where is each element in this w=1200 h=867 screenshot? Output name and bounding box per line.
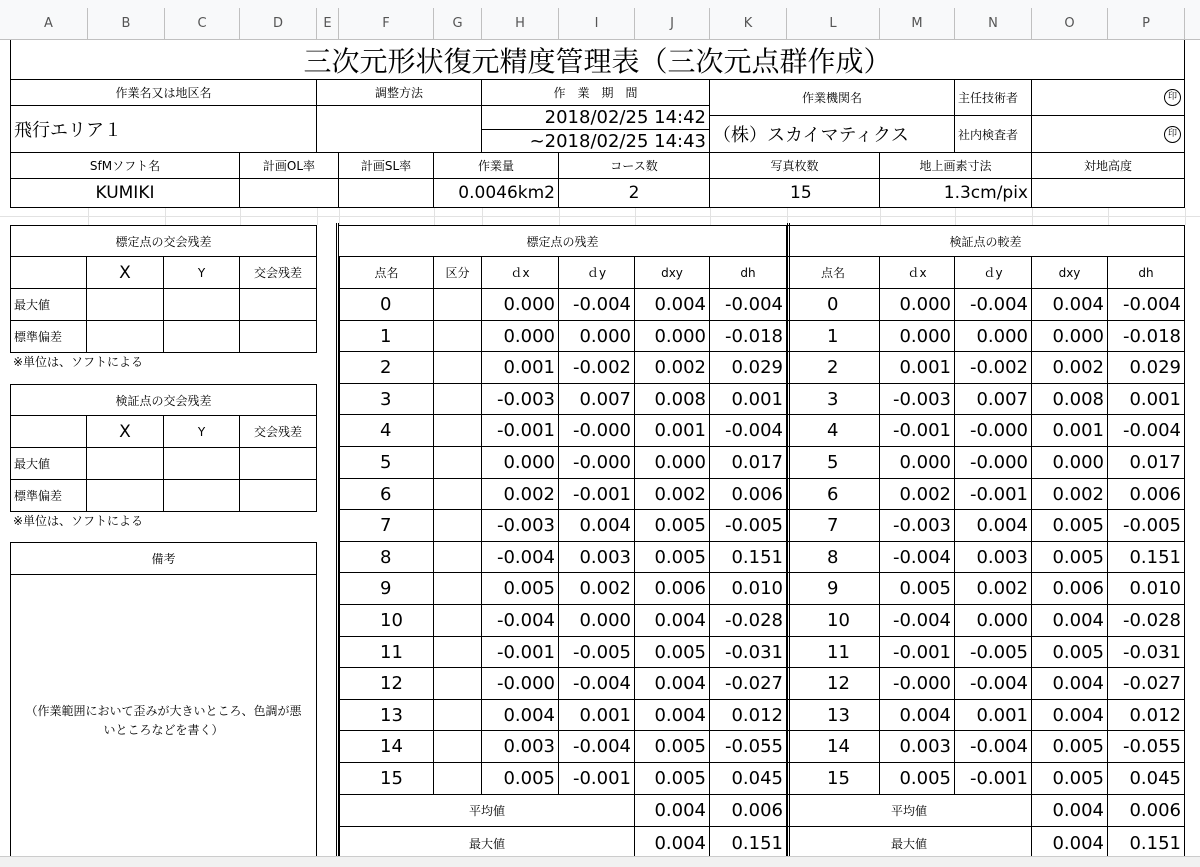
area-name-value[interactable]: 飛行エリア１ <box>10 106 317 153</box>
check-point-name[interactable]: 7 <box>787 510 880 542</box>
check-point-name[interactable]: 11 <box>787 637 880 668</box>
inspector-label[interactable]: 社内検査者 <box>955 116 1032 153</box>
check-header-2[interactable]: ｄy <box>955 257 1032 289</box>
check-value[interactable]: 0.006 <box>1032 573 1108 605</box>
gcp-value[interactable]: 0.017 <box>710 447 787 479</box>
check-value[interactable]: 0.001 <box>1108 384 1185 415</box>
sfm-software-value[interactable]: KUMIKI <box>10 179 240 208</box>
check-point-name[interactable]: 4 <box>787 415 880 447</box>
spreadsheet-grid <box>0 40 1200 866</box>
check-value[interactable]: 0.000 <box>955 605 1032 637</box>
check-value[interactable]: 0.002 <box>880 479 955 510</box>
gcp-value[interactable]: -0.000 <box>559 447 635 479</box>
column-header-6[interactable]: G <box>434 8 482 39</box>
gcp-point-name[interactable]: 12 <box>339 668 434 700</box>
check-value[interactable]: 0.001 <box>955 700 1032 731</box>
gcp-value[interactable]: -0.018 <box>710 321 787 352</box>
check-value[interactable]: -0.005 <box>1108 510 1185 542</box>
check-max-x[interactable] <box>87 448 164 480</box>
remarks-title[interactable]: 備考 <box>10 542 317 575</box>
check-value[interactable]: -0.000 <box>955 447 1032 479</box>
check-point-name[interactable]: 2 <box>787 352 880 384</box>
check-value[interactable]: -0.001 <box>880 415 955 447</box>
gcp-value[interactable]: -0.004 <box>482 542 559 573</box>
gcp-max-dxy[interactable]: 0.004 <box>635 827 710 859</box>
gcp-value[interactable]: 0.000 <box>559 321 635 352</box>
gcp-value[interactable]: 0.006 <box>710 479 787 510</box>
check-value[interactable]: -0.004 <box>955 731 1032 763</box>
check-max-y[interactable] <box>164 448 240 480</box>
gcp-value[interactable]: -0.002 <box>559 352 635 384</box>
gcp-category[interactable] <box>434 668 482 700</box>
gcp-point-name[interactable]: 6 <box>339 479 434 510</box>
column-header-1[interactable]: B <box>88 8 165 39</box>
check-value[interactable]: -0.004 <box>1108 289 1185 321</box>
gcp-value[interactable]: -0.028 <box>710 605 787 637</box>
altitude-label[interactable]: 対地高度 <box>1032 153 1185 179</box>
gcp-point-name[interactable]: 4 <box>339 415 434 447</box>
gcp-value[interactable]: 0.005 <box>635 731 710 763</box>
check-value[interactable]: -0.000 <box>880 668 955 700</box>
check-header-4[interactable]: dh <box>1108 257 1185 289</box>
gcp-value[interactable]: 0.001 <box>559 700 635 731</box>
check-std-label[interactable]: 標準偏差 <box>10 480 87 512</box>
gcp-value[interactable]: 0.004 <box>635 289 710 321</box>
gcp-point-name[interactable]: 9 <box>339 573 434 605</box>
gcp-value[interactable]: -0.001 <box>482 637 559 668</box>
chief-engineer-seal[interactable] <box>1032 80 1185 116</box>
gcp-value[interactable]: -0.001 <box>559 479 635 510</box>
check-blank-header[interactable] <box>10 416 87 448</box>
check-value[interactable]: 0.029 <box>1108 352 1185 384</box>
gcp-value[interactable]: 0.000 <box>482 447 559 479</box>
gcp-value[interactable]: 0.004 <box>559 510 635 542</box>
column-header-12[interactable]: M <box>880 8 955 39</box>
planned-sl-value[interactable] <box>339 179 434 208</box>
check-value[interactable]: -0.055 <box>1108 731 1185 763</box>
check-point-name[interactable]: 1 <box>787 321 880 352</box>
column-header-10[interactable]: K <box>710 8 787 39</box>
gcp-y-header[interactable]: Y <box>164 257 240 289</box>
gcp-value[interactable]: 0.005 <box>482 763 559 795</box>
gcp-value[interactable]: 0.002 <box>635 479 710 510</box>
gcp-intersection-title[interactable]: 標定点の交会残差 <box>10 225 317 257</box>
column-header-0[interactable]: A <box>10 8 88 39</box>
gcp-blank-header[interactable] <box>10 257 87 289</box>
gcp-std-label[interactable]: 標準偏差 <box>10 321 87 353</box>
gcp-value[interactable]: 0.000 <box>482 289 559 321</box>
check-value[interactable]: 0.005 <box>880 763 955 795</box>
check-value[interactable]: 0.045 <box>1108 763 1185 795</box>
gcp-header-2[interactable]: ｄx <box>482 257 559 289</box>
sheet-title[interactable]: 三次元形状復元精度管理表（三次元点群作成） <box>10 40 1185 80</box>
gcp-value[interactable]: 0.000 <box>635 447 710 479</box>
gcp-value[interactable]: -0.000 <box>559 415 635 447</box>
gcp-value[interactable]: 0.005 <box>482 573 559 605</box>
planned-ol-label[interactable]: 計画OL率 <box>240 153 339 179</box>
check-std-x[interactable] <box>87 480 164 512</box>
gcp-header-4[interactable]: dxy <box>635 257 710 289</box>
gcp-value[interactable]: -0.031 <box>710 637 787 668</box>
gcp-value[interactable]: 0.151 <box>710 542 787 573</box>
gcp-value[interactable]: -0.003 <box>482 510 559 542</box>
gcp-category[interactable] <box>434 289 482 321</box>
check-value[interactable]: 0.002 <box>1032 352 1108 384</box>
gcp-average-label[interactable]: 平均値 <box>339 795 635 827</box>
gcp-point-name[interactable]: 14 <box>339 731 434 763</box>
check-value[interactable]: -0.003 <box>880 384 955 415</box>
gcp-max-dh[interactable]: 0.151 <box>710 827 787 859</box>
gcp-value[interactable]: 0.003 <box>482 731 559 763</box>
sfm-software-label[interactable]: SfMソフト名 <box>10 153 240 179</box>
gcp-value[interactable]: 0.002 <box>482 479 559 510</box>
check-average-dh[interactable]: 0.006 <box>1108 795 1185 827</box>
gcp-value[interactable]: -0.004 <box>710 289 787 321</box>
gcp-category[interactable] <box>434 763 482 795</box>
column-header-3[interactable]: D <box>240 8 317 39</box>
gcp-value[interactable]: 0.045 <box>710 763 787 795</box>
check-value[interactable]: 0.012 <box>1108 700 1185 731</box>
check-value[interactable]: 0.006 <box>1108 479 1185 510</box>
gcp-average-dh[interactable]: 0.006 <box>710 795 787 827</box>
gcp-category[interactable] <box>434 384 482 415</box>
gcp-header-5[interactable]: dh <box>710 257 787 289</box>
planned-ol-value[interactable] <box>240 179 339 208</box>
gcp-value[interactable]: 0.007 <box>559 384 635 415</box>
gcp-category[interactable] <box>434 415 482 447</box>
gcp-value[interactable]: 0.004 <box>635 668 710 700</box>
gcp-value[interactable]: 0.004 <box>635 700 710 731</box>
check-value[interactable]: -0.004 <box>955 668 1032 700</box>
horizontal-scrollbar[interactable] <box>0 856 1200 867</box>
check-max-res[interactable] <box>240 448 317 480</box>
check-unit-note[interactable]: ※単位は、ソフトによる <box>13 513 144 528</box>
gcp-point-name[interactable]: 8 <box>339 542 434 573</box>
gcp-category[interactable] <box>434 605 482 637</box>
check-value[interactable]: 0.005 <box>1032 510 1108 542</box>
gcp-value[interactable]: 0.004 <box>635 605 710 637</box>
check-average-label[interactable]: 平均値 <box>787 795 1032 827</box>
check-point-name[interactable]: 9 <box>787 573 880 605</box>
work-amount-value[interactable]: 0.0046km2 <box>434 179 559 208</box>
check-value[interactable]: 0.004 <box>1032 289 1108 321</box>
check-value[interactable]: 0.000 <box>880 289 955 321</box>
photo-count-value[interactable]: 15 <box>710 179 880 208</box>
gcp-value[interactable]: 0.004 <box>482 700 559 731</box>
column-header-bar <box>0 8 1200 40</box>
gcp-max-y[interactable] <box>164 289 240 321</box>
gcp-value[interactable]: -0.004 <box>559 668 635 700</box>
check-max-dxy[interactable]: 0.004 <box>1032 827 1108 859</box>
check-value[interactable]: 0.000 <box>1032 321 1108 352</box>
gcp-header-3[interactable]: ｄy <box>559 257 635 289</box>
gcp-unit-note[interactable]: ※単位は、ソフトによる <box>13 354 144 369</box>
gcp-max-x[interactable] <box>87 289 164 321</box>
check-value[interactable]: 0.002 <box>1032 479 1108 510</box>
gcp-point-name[interactable]: 10 <box>339 605 434 637</box>
gcp-value[interactable]: -0.001 <box>559 763 635 795</box>
check-std-y[interactable] <box>164 480 240 512</box>
check-point-name[interactable]: 5 <box>787 447 880 479</box>
gcp-max-label[interactable]: 最大値 <box>339 827 635 859</box>
course-count-value[interactable]: 2 <box>559 179 710 208</box>
gcp-value[interactable]: 0.008 <box>635 384 710 415</box>
gcp-value[interactable]: 0.000 <box>559 605 635 637</box>
gcp-value[interactable]: 0.003 <box>559 542 635 573</box>
gcp-value[interactable]: 0.000 <box>482 321 559 352</box>
column-header-14[interactable]: O <box>1032 8 1108 39</box>
gcp-value[interactable]: 0.005 <box>635 542 710 573</box>
check-value[interactable]: 0.008 <box>1032 384 1108 415</box>
gcp-category[interactable] <box>434 637 482 668</box>
gcp-value[interactable]: -0.001 <box>482 415 559 447</box>
course-count-label[interactable]: コース数 <box>559 153 710 179</box>
gcp-value[interactable]: 0.006 <box>635 573 710 605</box>
check-point-name[interactable]: 13 <box>787 700 880 731</box>
adjust-method-value[interactable] <box>317 106 482 153</box>
gcp-value[interactable]: -0.004 <box>559 731 635 763</box>
seal-icon: 印 <box>1164 126 1181 143</box>
check-value[interactable]: -0.028 <box>1108 605 1185 637</box>
area-name-label[interactable]: 作業名又は地区名 <box>10 80 317 106</box>
check-value[interactable]: 0.003 <box>880 731 955 763</box>
gcp-point-name[interactable]: 5 <box>339 447 434 479</box>
check-header-3[interactable]: dxy <box>1032 257 1108 289</box>
check-value[interactable]: 0.004 <box>1032 668 1108 700</box>
seal-icon: 印 <box>1164 89 1181 106</box>
check-point-name[interactable]: 10 <box>787 605 880 637</box>
gridline <box>0 216 1200 217</box>
gcp-category[interactable] <box>434 573 482 605</box>
gsd-label[interactable]: 地上画素寸法 <box>880 153 1032 179</box>
period-start[interactable]: 2018/02/25 14:42 <box>482 106 710 130</box>
check-y-header[interactable]: Y <box>164 416 240 448</box>
column-header-7[interactable]: H <box>482 8 559 39</box>
gcp-value[interactable]: 0.001 <box>710 384 787 415</box>
check-value[interactable]: 0.005 <box>880 573 955 605</box>
gcp-value[interactable]: -0.004 <box>559 289 635 321</box>
period-label[interactable]: 作 業 期 間 <box>482 80 710 106</box>
gcp-category[interactable] <box>434 700 482 731</box>
gcp-header-0[interactable]: 点名 <box>339 257 434 289</box>
gcp-value[interactable]: -0.027 <box>710 668 787 700</box>
check-point-name[interactable]: 6 <box>787 479 880 510</box>
check-value[interactable]: -0.031 <box>1108 637 1185 668</box>
check-intersection-title[interactable]: 検証点の交会残差 <box>10 384 317 416</box>
check-point-name[interactable]: 15 <box>787 763 880 795</box>
check-value[interactable]: 0.004 <box>1032 605 1108 637</box>
check-average-dxy[interactable]: 0.004 <box>1032 795 1108 827</box>
gcp-point-name[interactable]: 13 <box>339 700 434 731</box>
check-value[interactable]: -0.003 <box>880 510 955 542</box>
check-value[interactable]: 0.151 <box>1108 542 1185 573</box>
column-header-5[interactable]: F <box>339 8 434 39</box>
gcp-point-name[interactable]: 2 <box>339 352 434 384</box>
check-point-name[interactable]: 14 <box>787 731 880 763</box>
gcp-max-label[interactable]: 最大値 <box>10 289 87 321</box>
check-value[interactable]: -0.004 <box>880 542 955 573</box>
column-header-2[interactable]: C <box>165 8 240 39</box>
gcp-value[interactable]: 0.002 <box>635 352 710 384</box>
gcp-value[interactable]: -0.004 <box>482 605 559 637</box>
work-amount-label[interactable]: 作業量 <box>434 153 559 179</box>
gcp-x-header[interactable]: X <box>87 257 164 289</box>
adjust-method-label[interactable]: 調整方法 <box>317 80 482 106</box>
planned-sl-label[interactable]: 計画SL率 <box>339 153 434 179</box>
gcp-category[interactable] <box>434 447 482 479</box>
check-value[interactable]: -0.001 <box>955 479 1032 510</box>
check-point-name[interactable]: 12 <box>787 668 880 700</box>
gcp-value[interactable]: -0.004 <box>710 415 787 447</box>
gcp-value[interactable]: 0.012 <box>710 700 787 731</box>
check-point-name[interactable]: 3 <box>787 384 880 415</box>
check-value[interactable]: 0.000 <box>1032 447 1108 479</box>
check-header-0[interactable]: 点名 <box>787 257 880 289</box>
column-header-13[interactable]: N <box>955 8 1032 39</box>
gcp-category[interactable] <box>434 510 482 542</box>
check-value[interactable]: 0.005 <box>1032 542 1108 573</box>
gcp-residual-title[interactable]: 標定点の残差 <box>339 225 787 257</box>
check-value[interactable]: -0.005 <box>955 637 1032 668</box>
check-max-label[interactable]: 最大値 <box>787 827 1032 859</box>
gcp-value[interactable]: 0.005 <box>635 763 710 795</box>
gcp-point-name[interactable]: 7 <box>339 510 434 542</box>
gcp-max-res[interactable] <box>240 289 317 321</box>
altitude-value[interactable] <box>1032 179 1185 208</box>
check-value[interactable]: 0.003 <box>955 542 1032 573</box>
gcp-point-name[interactable]: 0 <box>339 289 434 321</box>
check-value[interactable]: -0.004 <box>1108 415 1185 447</box>
photo-count-label[interactable]: 写真枚数 <box>710 153 880 179</box>
check-value[interactable]: 0.017 <box>1108 447 1185 479</box>
chief-engineer-label[interactable]: 主任技術者 <box>955 80 1032 116</box>
gcp-category[interactable] <box>434 321 482 352</box>
column-header-15[interactable]: P <box>1108 8 1185 39</box>
column-header-11[interactable]: L <box>787 8 880 39</box>
check-value[interactable]: 0.004 <box>955 510 1032 542</box>
remarks-text[interactable]: （作業範囲において歪みが大きいところ、色調が悪いところなどを書く） <box>10 575 317 866</box>
gcp-value[interactable]: -0.005 <box>710 510 787 542</box>
check-value[interactable]: -0.004 <box>955 289 1032 321</box>
gcp-value[interactable]: 0.005 <box>635 637 710 668</box>
check-value[interactable]: 0.010 <box>1108 573 1185 605</box>
column-header-9[interactable]: J <box>635 8 710 39</box>
column-header-4[interactable]: E <box>317 8 339 39</box>
gcp-point-name[interactable]: 1 <box>339 321 434 352</box>
check-value[interactable]: 0.005 <box>1032 763 1108 795</box>
gcp-std-y[interactable] <box>164 321 240 353</box>
gcp-value[interactable]: 0.001 <box>635 415 710 447</box>
check-value[interactable]: -0.004 <box>880 605 955 637</box>
check-value[interactable]: 0.000 <box>955 321 1032 352</box>
check-point-name[interactable]: 0 <box>787 289 880 321</box>
check-header-1[interactable]: ｄx <box>880 257 955 289</box>
inspector-seal[interactable] <box>1032 116 1185 153</box>
gcp-category[interactable] <box>434 352 482 384</box>
check-residual-title[interactable]: 検証点の較差 <box>787 225 1185 257</box>
gcp-value[interactable]: -0.000 <box>482 668 559 700</box>
check-value[interactable]: 0.002 <box>955 573 1032 605</box>
gcp-std-res[interactable] <box>240 321 317 353</box>
check-value[interactable]: -0.018 <box>1108 321 1185 352</box>
gcp-header-1[interactable]: 区分 <box>434 257 482 289</box>
gsd-value[interactable]: 1.3cm/pix <box>880 179 1032 208</box>
gcp-value[interactable]: -0.055 <box>710 731 787 763</box>
check-value[interactable]: -0.027 <box>1108 668 1185 700</box>
gcp-average-dxy[interactable]: 0.004 <box>635 795 710 827</box>
gcp-value[interactable]: 0.001 <box>482 352 559 384</box>
check-value[interactable]: -0.001 <box>880 637 955 668</box>
gcp-category[interactable] <box>434 731 482 763</box>
check-value[interactable]: 0.004 <box>880 700 955 731</box>
period-end[interactable]: ~2018/02/25 14:43 <box>482 130 710 153</box>
gcp-value[interactable]: 0.005 <box>635 510 710 542</box>
check-max-dh[interactable]: 0.151 <box>1108 827 1185 859</box>
gcp-value[interactable]: -0.003 <box>482 384 559 415</box>
gcp-point-name[interactable]: 11 <box>339 637 434 668</box>
check-value[interactable]: 0.004 <box>1032 700 1108 731</box>
check-value[interactable]: 0.007 <box>955 384 1032 415</box>
org-label[interactable]: 作業機関名 <box>710 80 955 116</box>
gcp-value[interactable]: -0.005 <box>559 637 635 668</box>
gcp-res-header[interactable]: 交会残差 <box>240 257 317 289</box>
check-res-header[interactable]: 交会残差 <box>240 416 317 448</box>
check-value[interactable]: 0.001 <box>880 352 955 384</box>
check-std-res[interactable] <box>240 480 317 512</box>
gcp-category[interactable] <box>434 542 482 573</box>
gcp-std-x[interactable] <box>87 321 164 353</box>
column-header-8[interactable]: I <box>559 8 635 39</box>
gcp-value[interactable]: 0.029 <box>710 352 787 384</box>
check-value[interactable]: 0.001 <box>1032 415 1108 447</box>
check-value[interactable]: -0.000 <box>955 415 1032 447</box>
check-point-name[interactable]: 8 <box>787 542 880 573</box>
check-value[interactable]: 0.000 <box>880 447 955 479</box>
gcp-point-name[interactable]: 3 <box>339 384 434 415</box>
check-value[interactable]: 0.000 <box>880 321 955 352</box>
check-x-header[interactable]: X <box>87 416 164 448</box>
gcp-point-name[interactable]: 15 <box>339 763 434 795</box>
check-value[interactable]: -0.001 <box>955 763 1032 795</box>
gcp-category[interactable] <box>434 479 482 510</box>
org-value[interactable]: （株）スカイマティクス <box>710 116 955 153</box>
gcp-value[interactable]: 0.010 <box>710 573 787 605</box>
gcp-value[interactable]: 0.000 <box>635 321 710 352</box>
check-value[interactable]: -0.002 <box>955 352 1032 384</box>
check-value[interactable]: 0.005 <box>1032 637 1108 668</box>
check-value[interactable]: 0.005 <box>1032 731 1108 763</box>
check-max-label[interactable]: 最大値 <box>10 448 87 480</box>
gcp-value[interactable]: 0.002 <box>559 573 635 605</box>
